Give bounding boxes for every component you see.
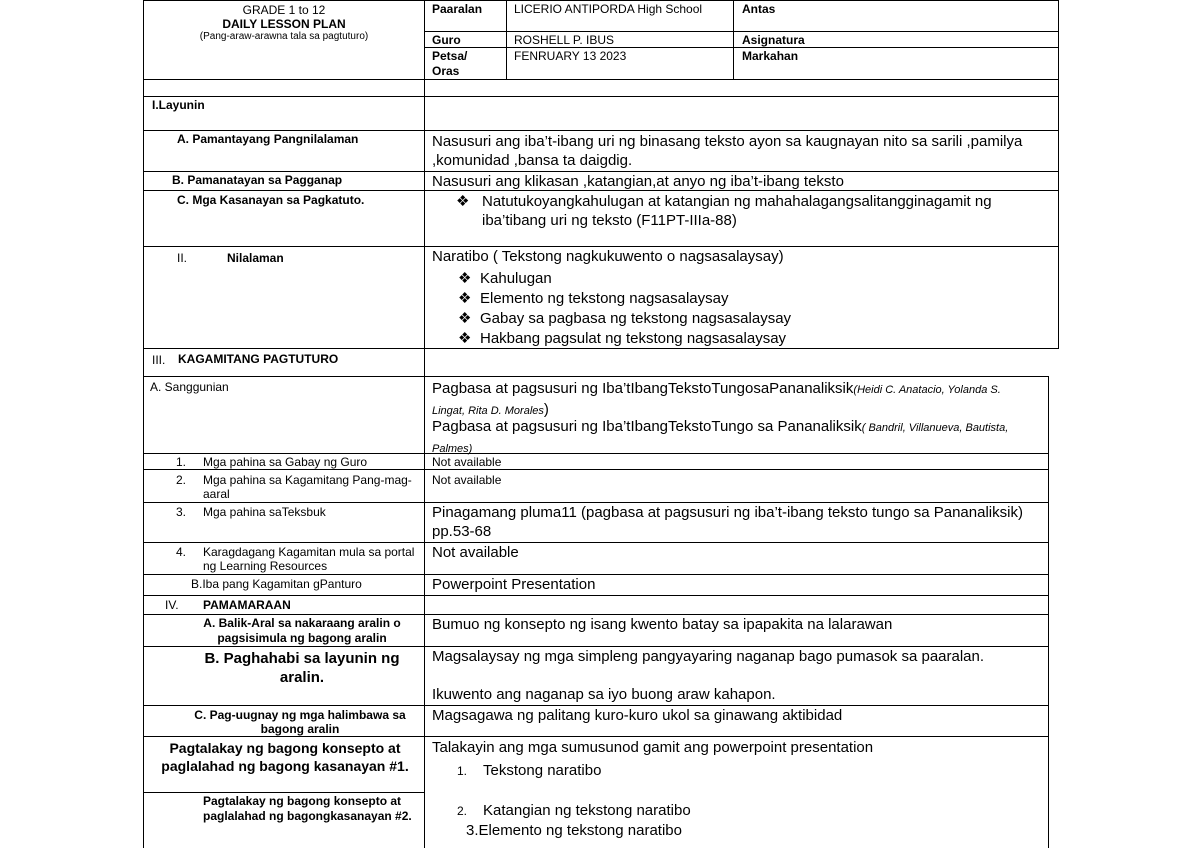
diamond-bullet-icon: ❖ bbox=[458, 290, 472, 307]
sanggunian-ref-1: Pagbasa at pagsusuri ng Iba’tIbangTekstoTungosaPananaliksik(Heidi C. Anatacio, Yolanda S. Lingat, Rita D. Morales) bbox=[432, 380, 1001, 418]
diamond-bullet-icon: ❖ bbox=[458, 310, 472, 327]
grade-label: GRADE 1 to 12 bbox=[242, 3, 326, 17]
list-item: ❖ Kahulugan bbox=[458, 270, 552, 287]
nilalaman-list bbox=[458, 269, 1058, 349]
row-num-1: 1. bbox=[176, 455, 187, 469]
kagamitang-mag-aaral-value: Not available bbox=[432, 473, 502, 487]
sanggunian-label: A. Sanggunian bbox=[150, 380, 229, 394]
level-label: Antas bbox=[742, 2, 776, 16]
school-value: LICERIO ANTIPORDA High School bbox=[514, 2, 703, 16]
pagtalakay-item-2: Katangian ng tekstong naratibo bbox=[483, 802, 691, 819]
nilalaman-number: II. bbox=[177, 251, 188, 265]
pag-uugnay-text: Magsagawa ng palitang kuro-kuro ukol sa ginawang aktibidad bbox=[432, 707, 843, 724]
paghahabi-label: B. Paghahabi sa layunin ng aralin. bbox=[204, 650, 400, 686]
kasanayan-text: Natutukoyangkahulugan at katangian ng mahahalagangsalitangginagamit ng iba’tibang uri ng teksto (F11PT-IIIa-88) bbox=[482, 193, 992, 229]
page-subtitle: (Pang-araw-arawna tala sa pagtuturo) bbox=[199, 31, 369, 42]
pagtalakay-item-2-num: 2. bbox=[457, 804, 468, 818]
nilalaman-intro: Naratibo ( Tekstong nagkukuwento o nagsasalaysay) bbox=[432, 248, 784, 265]
diamond-bullet-icon: ❖ bbox=[458, 330, 472, 347]
pagtalakay-2-label: Pagtalakay ng bagong konsepto at paglalahad ng bagongkasanayan #2. bbox=[203, 794, 412, 823]
teacher-value: ROSHELL P. IBUS bbox=[514, 33, 615, 47]
pagtalakay-1-label: Pagtalakay ng bagong konsepto at paglalahad ng bagong kasanayan #1. bbox=[161, 740, 409, 774]
paghahabi-text-2: Ikuwento ang naganap sa iyo buong araw kahapon. bbox=[432, 686, 776, 703]
iba-pang-kagamitan-label: B.Iba pang Kagamitan gPanturo bbox=[191, 577, 362, 591]
pamantayang-pangnilalaman-text: Nasusuri ang iba’t-ibang uri ng binasang teksto ayon sa kaugnayan nito sa sarili ,pamilya ,komunidad ,bansa ta daigdig. bbox=[432, 133, 1023, 169]
row-num-2: 2. bbox=[176, 473, 187, 487]
date-label: Petsa/ Oras bbox=[432, 49, 468, 78]
kagamitan-number: III. bbox=[152, 353, 166, 367]
balik-aral-label: A. Balik-Aral sa nakaraang aralin o pagsisimula ng bagong aralin bbox=[203, 616, 401, 645]
teacher-label: Guro bbox=[432, 33, 461, 47]
iba-pang-kagamitan-value: Powerpoint Presentation bbox=[432, 576, 596, 593]
pagtalakay-item-1: Tekstong naratibo bbox=[483, 762, 602, 779]
teksbuk-value: Pinagamang pluma11 (pagbasa at pagsusuri ng iba’t-ibang teksto tungo sa Pananaliksik) pp.53-68 bbox=[432, 504, 1023, 540]
sanggunian-ref-2: Pagbasa at pagsusuri ng Iba’tIbangTekstoTungo sa Pananaliksik( Bandril, Villanueva, Bautista, Palmes) bbox=[432, 418, 1009, 455]
pamantayan-pagganap-label: B. Pamanatayan sa Pagganap bbox=[172, 173, 343, 187]
list-item: ❖ Hakbang pagsulat ng tekstong nagsasalaysay bbox=[458, 330, 787, 347]
page-title: DAILY LESSON PLAN bbox=[222, 17, 346, 31]
kagamitan-label: KAGAMITANG PAGTUTURO bbox=[178, 352, 339, 366]
paghahabi-text-1: Magsalaysay ng mga simpleng pangyayaring naganap bago pumasok sa paaralan. bbox=[432, 648, 985, 665]
pag-uugnay-label: C. Pag-uugnay ng mga halimbawa sa bagong aralin bbox=[194, 708, 406, 736]
learning-resources-value: Not available bbox=[432, 544, 519, 561]
row-num-4: 4. bbox=[176, 545, 187, 559]
nilalaman-label: Nilalaman bbox=[227, 251, 284, 265]
pamamaraan-label: PAMAMARAAN bbox=[203, 598, 291, 612]
kasanayan-label: C. Mga Kasanayan sa Pagkatuto. bbox=[177, 193, 365, 207]
date-value: FENRUARY 13 2023 bbox=[514, 49, 627, 63]
section-layunin: I.Layunin bbox=[152, 98, 205, 112]
school-label: Paaralan bbox=[432, 2, 483, 16]
subject-label: Asignatura bbox=[742, 33, 805, 47]
pamamaraan-number: IV. bbox=[165, 598, 179, 612]
pamantayang-pangnilalaman-label: A. Pamantayang Pangnilalaman bbox=[177, 132, 359, 146]
learning-resources-label: Karagdagang Kagamitan mula sa portal ng Learning Resources bbox=[203, 545, 415, 573]
teksbuk-label: Mga pahina saTeksbuk bbox=[203, 505, 326, 519]
row-num-3: 3. bbox=[176, 505, 187, 519]
list-item: ❖ Elemento ng tekstong nagsasalaysay bbox=[458, 290, 729, 307]
pagtalakay-item-3: 3.Elemento ng tekstong naratibo bbox=[466, 822, 682, 839]
kasanayan-item bbox=[456, 192, 1056, 230]
balik-aral-text: Bumuo ng konsepto ng isang kwento batay sa ipapakita na lalarawan bbox=[432, 616, 893, 633]
list-item: ❖ Gabay sa pagbasa ng tekstong nagsasalaysay bbox=[458, 310, 792, 327]
pamantayan-pagganap-text: Nasusuri ang klikasan ,katangian,at anyo ng iba’t-ibang teksto bbox=[432, 173, 844, 190]
diamond-bullet-icon: ❖ bbox=[456, 193, 470, 210]
quarter-label: Markahan bbox=[742, 49, 799, 63]
pagtalakay-item-1-num: 1. bbox=[457, 764, 468, 778]
gabay-guro-value: Not available bbox=[432, 455, 502, 469]
kagamitang-mag-aaral-label: Mga pahina sa Kagamitang Pang-mag-aaral bbox=[203, 473, 412, 501]
gabay-guro-label: Mga pahina sa Gabay ng Guro bbox=[203, 455, 368, 469]
pagtalakay-1-text: Talakayin ang mga sumusunod gamit ang powerpoint presentation bbox=[432, 739, 874, 756]
diamond-bullet-icon: ❖ bbox=[458, 270, 472, 287]
